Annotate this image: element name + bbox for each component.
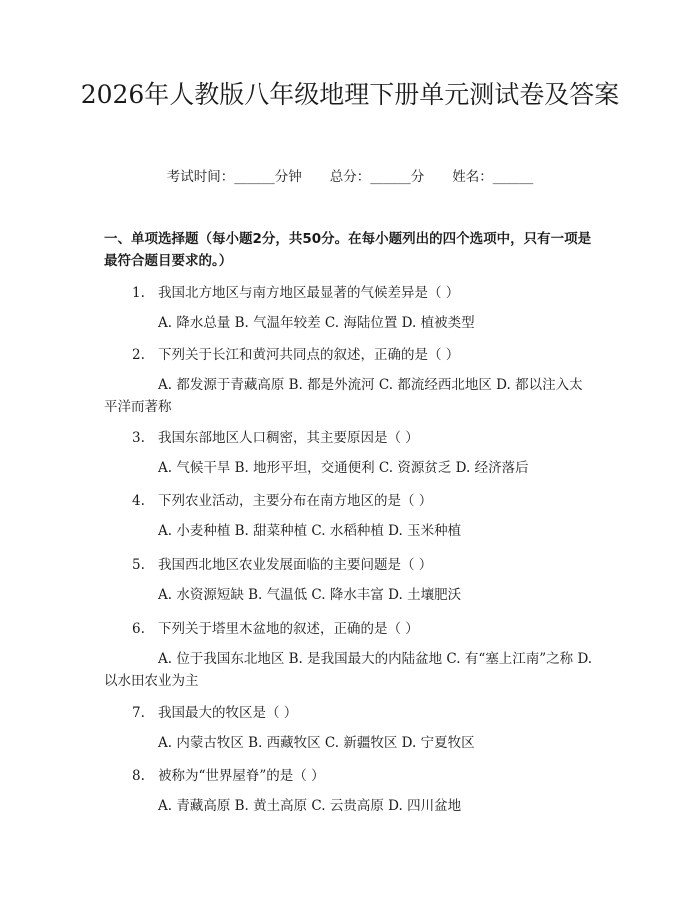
question-number: 8. — [132, 768, 145, 784]
question-4-options: A. 小麦种植 B. 甜菜种植 C. 水稻种植 D. 玉米种植 — [158, 523, 462, 539]
question-text: 我国东部地区人口稠密，其主要原因是（ ） — [158, 430, 419, 446]
question-text: 我国西北地区农业发展面临的主要问题是（ ） — [158, 557, 433, 573]
question-number: 6. — [132, 621, 145, 637]
question-2 — [132, 345, 602, 365]
page-title: 2026年人教版八年级地理下册单元测试卷及答案 — [80, 80, 620, 109]
question-number: 1. — [132, 285, 145, 301]
question-number: 5. — [132, 557, 145, 573]
section-heading: 一、单项选择题（每小题2分，共50分。在每小题列出的四个选项中，只有一项是最符合题目要求的。） — [104, 231, 592, 269]
question-number: 3. — [132, 430, 145, 446]
student-name-label: 姓名：______ — [452, 169, 534, 185]
question-1-options: A. 降水总量 B. 气温年较差 C. 海陆位置 D. 植被类型 — [158, 315, 475, 331]
question-number: 2. — [132, 347, 145, 363]
question-7-options: A. 内蒙古牧区 B. 西藏牧区 C. 新疆牧区 D. 宁夏牧区 — [158, 735, 475, 751]
exam-meta — [0, 167, 700, 187]
exam-time-label: 考试时间：______分钟 — [166, 169, 302, 185]
question-number: 7. — [132, 705, 145, 721]
question-text: 下列关于塔里木盆地的叙述，正确的是（ ） — [158, 621, 419, 637]
question-text: 被称为“世界屋脊”的是（ ） — [158, 768, 325, 784]
total-score-label: 总分：______分 — [329, 169, 425, 185]
question-8 — [132, 766, 602, 786]
question-6-options: A. 位于我国东北地区 B. 是我国最大的内陆盆地 C. 有“塞上江南”之称 D. 以水田农业为主 — [104, 651, 593, 689]
question-number: 4. — [132, 493, 145, 509]
question-3-options: A. 气候干旱 B. 地形平坦，交通便利 C. 资源贫乏 D. 经济落后 — [158, 460, 529, 476]
question-1 — [132, 283, 602, 303]
question-8-options: A. 青藏高原 B. 黄土高原 C. 云贵高原 D. 四川盆地 — [158, 798, 462, 814]
question-3 — [132, 428, 602, 448]
question-5 — [132, 555, 602, 575]
question-2-options: A. 都发源于青藏高原 B. 都是外流河 C. 都流经西北地区 D. 都以注入太平洋而著称 — [104, 377, 583, 415]
question-5-options: A. 水资源短缺 B. 气温低 C. 降水丰富 D. 土壤肥沃 — [158, 587, 462, 603]
question-text: 下列关于长江和黄河共同点的叙述，正确的是（ ） — [158, 347, 460, 363]
question-4 — [132, 491, 602, 511]
question-6 — [132, 619, 602, 639]
question-text: 我国北方地区与南方地区最显著的气候差异是（ ） — [158, 285, 460, 301]
question-text: 我国最大的牧区是（ ） — [158, 705, 298, 721]
question-7 — [132, 703, 602, 723]
question-text: 下列农业活动，主要分布在南方地区的是（ ） — [158, 493, 433, 509]
